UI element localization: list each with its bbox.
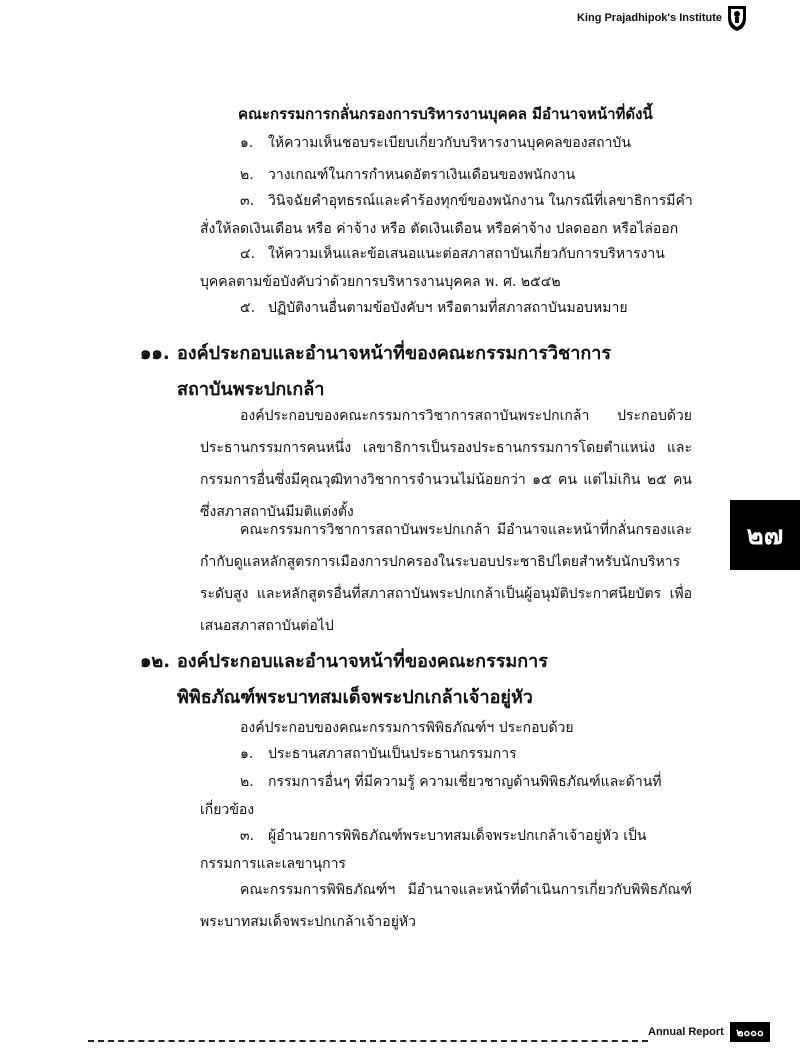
section-12-intro: องค์ประกอบของคณะกรรมการพิพิธภัณฑ์ฯ ประกอบด้วย bbox=[240, 720, 574, 736]
section-12-item-3-cont: กรรมการและเลขานุการ bbox=[200, 856, 346, 872]
section-12-item-2-cont: เกี่ยวข้อง bbox=[200, 802, 255, 818]
section-12-heading: ๑๒. องค์ประกอบและอำนาจหน้าที่ของคณะกรรมการ พิพิธภัณฑ์พระบาทสมเด็จพระปกเกล้าเจ้าอยู่หัว bbox=[140, 651, 548, 708]
committee-heading: คณะกรรมการกลั่นกรองการบริหารงานบุคคล มีอำนาจหน้าที่ดังนี้ bbox=[238, 105, 653, 123]
committee-item-4-cont: บุคคลตามข้อบังคับว่าด้วยการบริหารงานบุคคล พ. ศ. ๒๕๔๒ bbox=[200, 274, 561, 290]
section-11-paragraph-1: องค์ประกอบของคณะกรรมการวิชาการสถาบันพระปกเกล้า ประกอบด้วย ประธานกรรมการคนหนึ่ง เลขาธิการเป็นรองประธานกรรมการโดยตำแหน่ง และ กรรมการอื่นซึ่งมีคุณวุฒิทางวิชาการจำนวนไม่น้อยกว่า ๑๕ คน แต่ไม่เกิน ๒๕ คน ซึ่งสภาสถาบันมีมติแต่งตั้ง bbox=[200, 408, 692, 520]
committee-item-1: ๑. ให้ความเห็นชอบระเบียบเกี่ยวกับบริหารงานบุคคลของสถาบัน bbox=[240, 135, 631, 151]
section-11-heading: ๑๑. องค์ประกอบและอำนาจหน้าที่ของคณะกรรมการวิชาการ สถาบันพระปกเกล้า bbox=[140, 343, 612, 400]
section-12-item-2: ๒. กรรมการอื่นๆ ที่มีความรู้ ความเชี่ยวชาญด้านพิพิธภัณฑ์และด้านที่ bbox=[240, 774, 662, 790]
page-number-tab: ๒๗ bbox=[730, 500, 800, 570]
committee-item-2: ๒. วางเกณฑ์ในการกำหนดอัตราเงินเดือนของพนักงาน bbox=[240, 167, 576, 183]
committee-item-4: ๔. ให้ความเห็นและข้อเสนอแนะต่อสภาสถาบันเกี่ยวกับการบริหารงาน bbox=[240, 246, 665, 262]
institute-name: King Prajadhipok's Institute bbox=[576, 12, 722, 24]
footer-label: Annual Report bbox=[648, 1026, 724, 1038]
committee-item-3-cont: สั่งให้ลดเงินเดือน หรือ ค่าจ้าง หรือ ตัดเงินเดือน หรือค่าจ้าง ปลดออก หรือไล่ออก bbox=[200, 221, 679, 237]
section-11-paragraph-2: คณะกรรมการวิชาการสถาบันพระปกเกล้า มีอำนาจและหน้าที่กลั่นกรองและ กำกับดูแลหลักสูตรการเมืองการปกครองในระบอบประชาธิปไตยสำหรับนักบริหาร ระดับสูง และหลักสูตรอื่นที่สภาสถาบันพระปกเกล้าเป็นผู้อนุมัติประกาศนียบัตร เพื่อเสนอสภาสถาบันต่อไป bbox=[200, 522, 692, 634]
footer-divider bbox=[88, 1040, 648, 1042]
footer-year: ๒๐๐๐ bbox=[730, 1022, 770, 1042]
section-12-closing: คณะกรรมการพิพิธภัณฑ์ฯ มีอำนาจและหน้าที่ดำเนินการเกี่ยวกับพิพิธภัณฑ์ พระบาทสมเด็จพระปกเกล้าเจ้าอยู่หัว bbox=[200, 882, 692, 930]
institute-crest-icon bbox=[726, 4, 748, 32]
committee-item-3: ๓. วินิจฉัยคำอุทธรณ์และคำร้องทุกข์ของพนักงาน ในกรณีที่เลขาธิการมีคำ bbox=[240, 193, 693, 209]
section-12-item-1: ๑. ประธานสภาสถาบันเป็นประธานกรรมการ bbox=[240, 746, 517, 762]
committee-item-5: ๕. ปฏิบัติงานอื่นตามข้อบังคับฯ หรือตามที่สภาสถาบันมอบหมาย bbox=[240, 300, 628, 316]
section-12-item-3: ๓. ผู้อำนวยการพิพิธภัณฑ์พระบาทสมเด็จพระปกเกล้าเจ้าอยู่หัว เป็น bbox=[240, 828, 647, 844]
